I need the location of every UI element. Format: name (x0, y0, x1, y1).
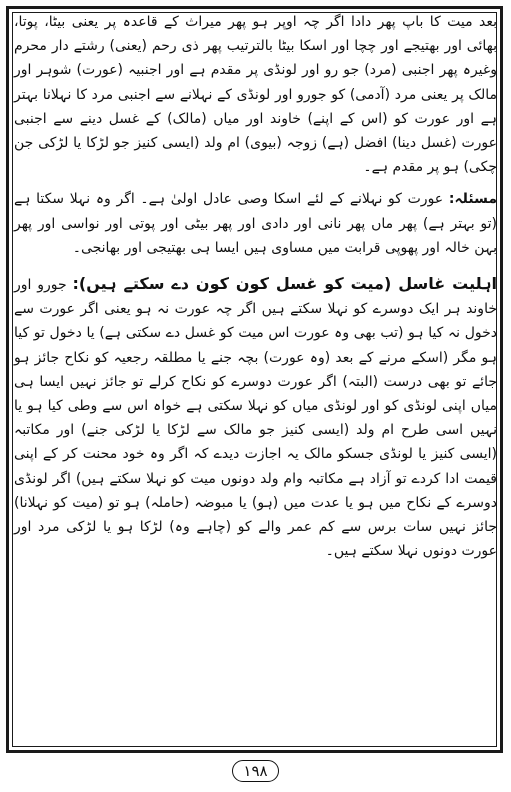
paragraph-eligibility (14, 272, 497, 563)
page-body (14, 10, 497, 563)
section-title: اہلیت غاسل (میت کو غسل کون کون دے سکتے ہیں): (72, 274, 497, 294)
eligibility-text: جورو اور خاوند ہر ایک دوسرے کو نہلا سکتے ہیں اگر چہ عورت نہ ہو یعنی اگر عورت سے دخول نہ کیا ہو (تب بھی وہ عورت اس میت کو غسل دے سکتی ہے) یا دخول تو کیا ہو مگر (اسکے مرنے کے بعد (وہ عورت) بچہ جنے یا مطلقہ رجعیہ کو نکاح جائز ہو جائے تو بھی درست (البتہ) اگر عورت دوسرے کو نکاح کرلے تو جائز نہیں ایسا ہی میاں اپنی لونڈی کو اور لونڈی میاں کو نہلا سکتی ہے خواہ اس سے وطی کیا ہو یا نہیں اسی طرح ام ولد (ایسی کنیز جو مالک سے لڑکا یا لڑکی جنے) اور مکاتبہ (ایسی کنیز یا لونڈی جسکو مالک یہ اجازت دیدے کہ اگر وہ خود محنت کر کے اپنی قیمت ادا کردے تو آزاد ہے مکاتبہ وام ولد دونوں میت کو نہلا سکتے ہیں) اگر لونڈی دوسرے کے نکاح میں ہو یا عدت میں (ہو) یا مبوضہ (حاملہ) ہو تو (میت کو نہلانا) جائز نہیں سات برس سے کم عمر والے کو (چاہے وہ) لڑکا ہو یا لڑکی مرد اور عورت دونوں نہلا سکتے ہیں۔ (14, 277, 497, 560)
page-number: ۱۹۸ (0, 760, 511, 782)
masala-label: مسئلہ: (448, 191, 497, 208)
masala-text: عورت کو نہلانے کے لئے اسکا وصی عادل اولیٰ ہے۔ اگر وہ نہلا سکتا ہے (تو بہتر ہے) پھر ماں پھر نانی اور دادی اور پھر بیٹی اور پوتی اور نواسی اور پھر بہن خالہ اور پھوپی قرابت میں مساوی ہیں ایسا ہی بھتیجی اور بھانجی۔ (14, 191, 497, 256)
paragraph-masala (14, 187, 497, 260)
paragraph-order-of-washers: بعد میت کا باپ پھر دادا اگر چہ اوپر ہو پھر میراث کے قاعدہ پر یعنی بیٹا، پوتا، بھائی اور بھتیجے اور چچا اور اسکا بیٹا بالترتیب پھر ذی رحم (یعنی) رشتے دار محرم وغیرہ پھر اجنبی (مرد) جو رو اور لونڈی پر مقدم ہے اور اجنبیہ (عورت) شوہر اور مالک پر یعنی مرد (آدمی) کو جورو اور لونڈی کے نہلانے سے اجنبی مرد کا نہلانا بہتر ہے اور عورت کو (اس کے اپنے) خاوند اور میاں (مالک) کے غسل دینے سے اجنبی عورت (غسل دینا) افضل (ہے) زوجہ (بیوی) ام ولد (ایسی کنیز جو لڑکا یا لڑکی جن چکی) ہو پر مقدم ہے۔ (14, 14, 497, 176)
